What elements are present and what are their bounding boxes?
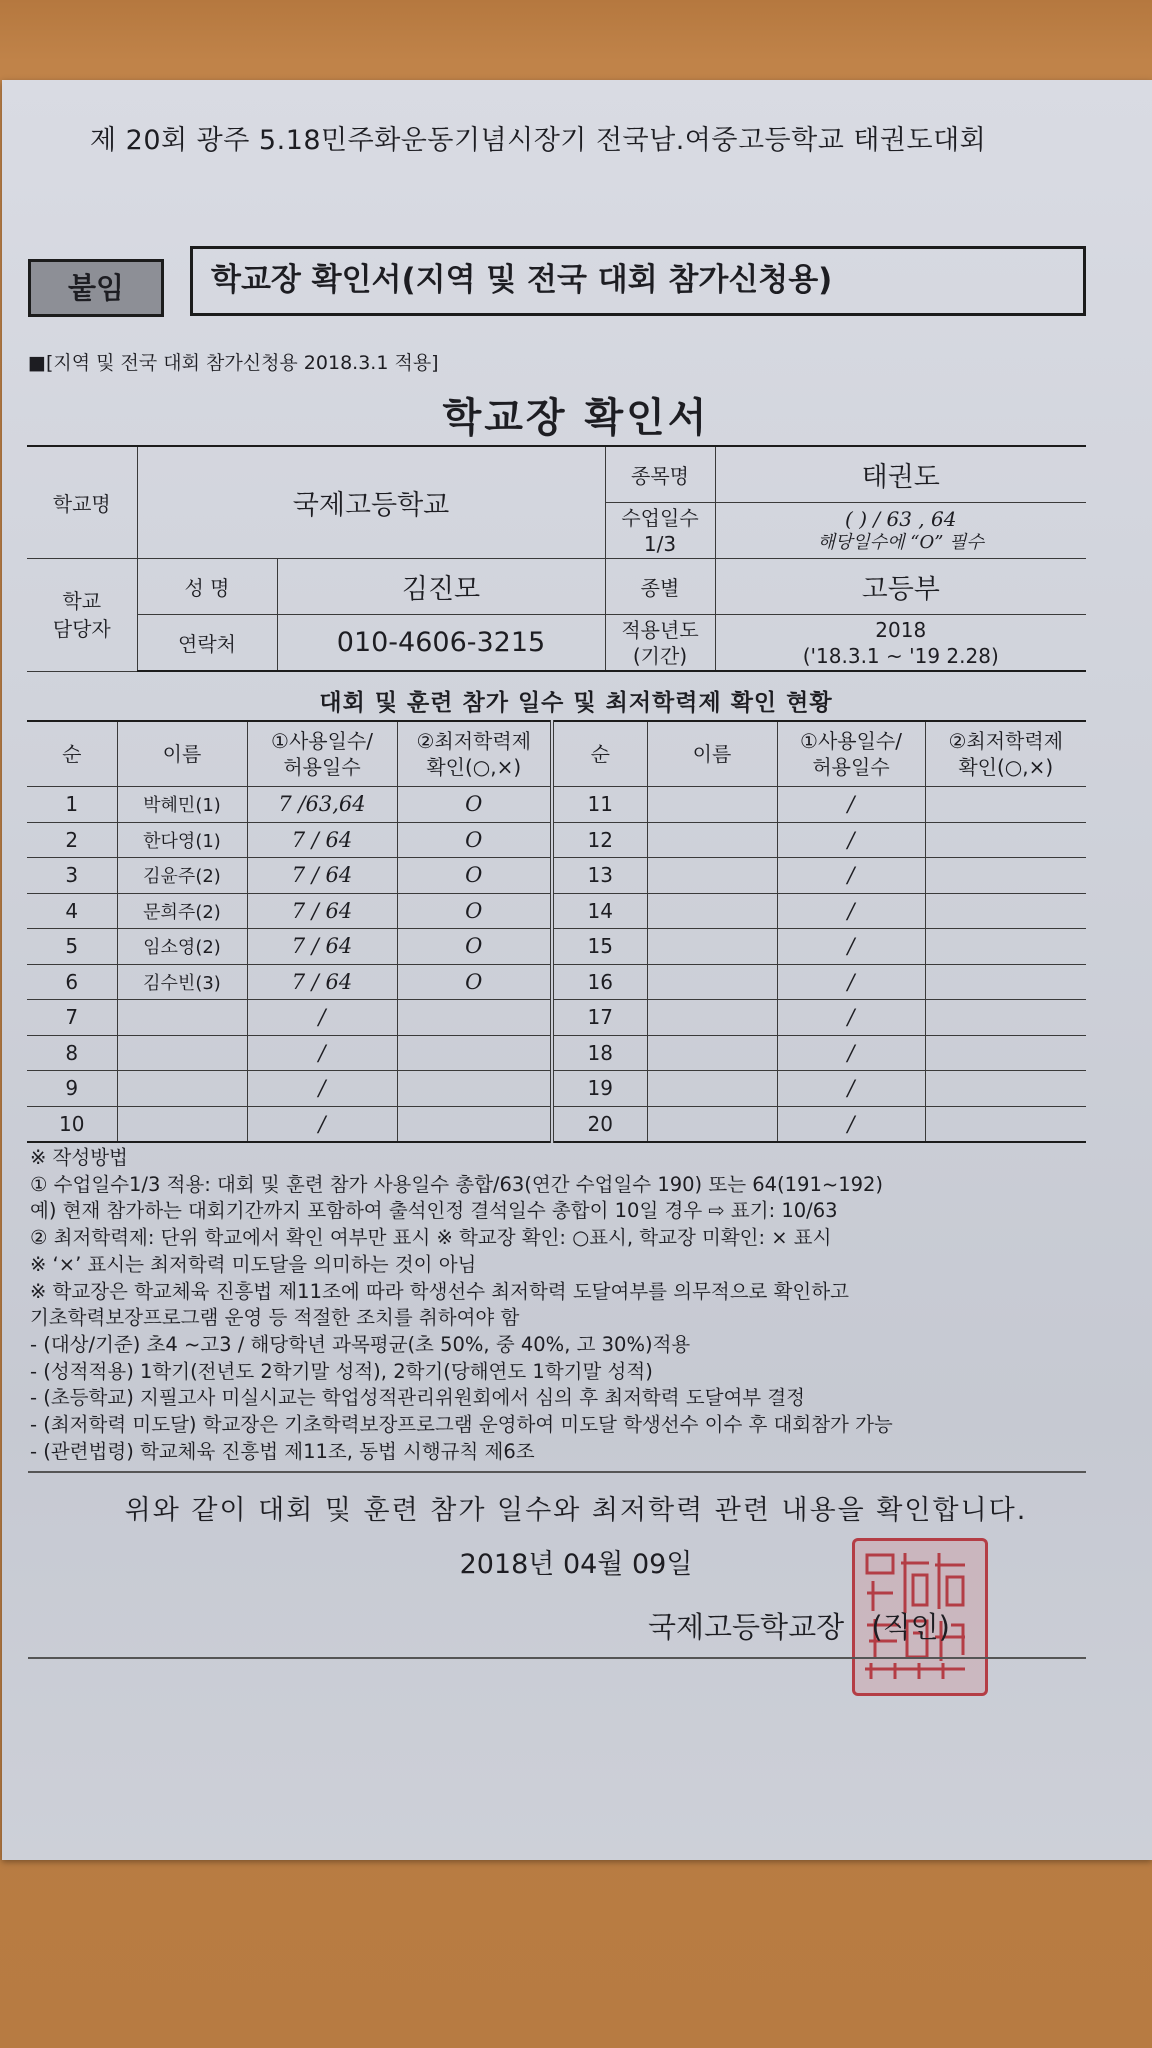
note-line: - (관련법령) 학교체육 진흥법 제11조, 동법 시행규칙 제6조 xyxy=(30,1439,535,1463)
min-achievement xyxy=(397,1035,552,1071)
row-number: 6 xyxy=(27,964,117,1000)
attachment-tag: 붙임 xyxy=(28,259,164,317)
note-line: - (최저학력 미도달) 학교장은 기초학력보장프로그램 운영하여 미도달 학생선수 이수 후 대회참가 가능 xyxy=(30,1413,893,1436)
student-name xyxy=(117,1071,247,1107)
min-achievement xyxy=(397,1106,552,1142)
header-name: 이름 xyxy=(117,721,247,787)
student-name xyxy=(647,1035,777,1071)
confirm-statement: 위와 같이 대회 및 훈련 참가 일수와 최저학력 관련 내용을 확인합니다. xyxy=(124,1495,1028,1526)
row-number: 16 xyxy=(552,964,647,1000)
section-title: 대회 및 훈련 참가 일수 및 최저학력제 확인 현황 xyxy=(319,690,833,716)
row-number: 1 xyxy=(27,787,117,823)
min-achievement xyxy=(925,1000,1086,1036)
principal-signature xyxy=(648,1605,950,1646)
row-number: 4 xyxy=(27,893,117,929)
student-name: 김윤주(2) xyxy=(117,858,247,894)
note-line: - (대상/기준) 초4 ~고3 / 해당학년 과목평균(초 50%, 중 40%, 고 30%)적용 xyxy=(30,1332,691,1356)
table-row xyxy=(27,964,1086,1000)
header-days-2-line1: ①사용일수/ xyxy=(800,729,902,753)
table-row xyxy=(27,893,1086,929)
student-name xyxy=(647,822,777,858)
min-achievement xyxy=(925,1071,1086,1107)
days-used: / xyxy=(777,858,925,894)
header-min-line1: ②최저학력제 xyxy=(416,729,532,753)
year-label xyxy=(605,615,715,672)
category-label: 종별 xyxy=(605,559,715,615)
student-name: 문희주(2) xyxy=(117,893,247,929)
table-row xyxy=(27,1000,1086,1036)
days-used: / xyxy=(777,1106,925,1142)
header-min-2 xyxy=(925,721,1086,787)
footer-divider xyxy=(28,1657,1086,1659)
table-row xyxy=(27,858,1086,894)
note-line: ※ 작성방법 xyxy=(30,1146,128,1169)
class-days-fraction: ( ) / 63 , 64 xyxy=(845,506,957,531)
note-line: ※ 학교장은 학교체육 진흥법 제11조에 따라 학생선수 최저학력 도달여부를 의무적으로 확인하고 xyxy=(30,1279,849,1303)
min-achievement: O xyxy=(397,929,552,965)
days-used: / xyxy=(247,1071,397,1107)
manager-name-label: 성 명 xyxy=(137,559,277,615)
period: ('18.3.1 ~ '19 2.28) xyxy=(802,643,999,668)
min-achievement xyxy=(925,787,1086,823)
student-name xyxy=(647,964,777,1000)
days-used: / xyxy=(777,964,925,1000)
days-used: / xyxy=(247,1106,397,1142)
row-number: 18 xyxy=(552,1035,647,1071)
days-used: 7 /63,64 xyxy=(247,787,397,823)
days-used: 7 / 64 xyxy=(247,964,397,1000)
row-number: 11 xyxy=(552,787,647,823)
row-number: 17 xyxy=(552,1000,647,1036)
student-name: 한다영(1) xyxy=(117,822,247,858)
days-used: / xyxy=(247,1000,397,1036)
days-used: / xyxy=(777,1035,925,1071)
row-number: 19 xyxy=(552,1071,647,1107)
year: 2018 xyxy=(875,617,927,642)
note-line: ① 수업일수1/3 적용: 대회 및 훈련 참가 사용일수 총합/63(연간 수업일수 190) 또는 64(191~192) xyxy=(30,1172,884,1196)
note-line: ※ ‘×’ 표시는 최저학력 미도달을 의미하는 것이 아님 xyxy=(30,1252,477,1276)
year-label-line1: 적용년도 xyxy=(621,617,699,642)
student-name xyxy=(647,1071,777,1107)
row-number: 12 xyxy=(552,822,647,858)
student-name xyxy=(647,858,777,894)
header-min-2-line1: ②최저학력제 xyxy=(948,729,1064,753)
contact-label xyxy=(27,559,137,672)
note-line: 예) 현재 참가하는 대회기간까지 포함하여 출석인정 결석일수 총합이 10일 경우 ⇨ 표기: 10/63 xyxy=(30,1199,838,1223)
header-days-line1: ①사용일수/ xyxy=(271,729,373,753)
min-achievement xyxy=(397,1071,552,1107)
header-min-2-line2: 확인(○,×) xyxy=(958,755,1054,779)
min-achievement: O xyxy=(397,893,552,929)
min-achievement xyxy=(925,929,1086,965)
row-number: 7 xyxy=(27,1000,117,1036)
days-used: / xyxy=(777,893,925,929)
row-number: 5 xyxy=(27,929,117,965)
student-name xyxy=(647,929,777,965)
header-days-line2: 허용일수 xyxy=(283,755,361,779)
row-number: 14 xyxy=(552,893,647,929)
manager-name: 김진모 xyxy=(277,559,605,615)
student-name: 임소영(2) xyxy=(117,929,247,965)
days-used: / xyxy=(777,1071,925,1107)
student-name xyxy=(647,1106,777,1142)
min-achievement: O xyxy=(397,787,552,823)
school-info-table xyxy=(27,445,1086,672)
header-min-line2: 확인(○,×) xyxy=(426,755,522,779)
form-title: 학교장 확인서(지역 및 전국 대회 참가신청용) xyxy=(190,246,1086,316)
row-number: 20 xyxy=(552,1106,647,1142)
class-days-value xyxy=(715,503,1086,559)
min-achievement: O xyxy=(397,858,552,894)
row-number: 10 xyxy=(27,1106,117,1142)
header-no: 순 xyxy=(27,721,117,787)
min-achievement xyxy=(925,1035,1086,1071)
year-label-line2: (기간) xyxy=(632,643,688,668)
year-value xyxy=(715,615,1086,672)
class-days-note: 해당일수에 “O” 필수 xyxy=(817,531,984,553)
phone-label: 연락처 xyxy=(137,615,277,672)
header-name-2: 이름 xyxy=(647,721,777,787)
sport-label: 종목명 xyxy=(605,446,715,503)
student-name xyxy=(647,893,777,929)
header-days-2 xyxy=(777,721,925,787)
min-achievement xyxy=(925,893,1086,929)
days-used: / xyxy=(777,929,925,965)
main-title: 학교장 확인서 xyxy=(442,395,710,441)
days-used: 7 / 64 xyxy=(247,858,397,894)
days-used: 7 / 64 xyxy=(247,893,397,929)
days-used: / xyxy=(777,787,925,823)
phone-value: 010-4606-3215 xyxy=(277,615,605,672)
student-name xyxy=(117,1106,247,1142)
row-number: 8 xyxy=(27,1035,117,1071)
header-min xyxy=(397,721,552,787)
confirm-date: 2018년 04월 09일 xyxy=(459,1549,693,1580)
min-achievement xyxy=(925,858,1086,894)
sport-value: 태권도 xyxy=(715,446,1086,503)
row-number: 3 xyxy=(27,858,117,894)
seal-label: (직인) xyxy=(871,1610,950,1644)
class-days-label-line1: 수업일수 xyxy=(621,505,699,530)
note-line: 기초학력보장프로그램 운영 등 적절한 조치를 취하여야 함 xyxy=(30,1306,520,1330)
table-row xyxy=(27,822,1086,858)
min-achievement xyxy=(925,964,1086,1000)
note-line: ② 최저학력제: 단위 학교에서 확인 여부만 표시 ※ 학교장 확인: ○표시, 학교장 미확인: × 표시 xyxy=(30,1226,832,1250)
note-line: - (성적적용) 1학기(전년도 2학기말 성적), 2학기(당해연도 1학기말 성적) xyxy=(30,1359,653,1383)
note-line: - (초등학교) 지필고사 미실시교는 학업성적관리위원회에서 심의 후 최저학력 도달여부 결정 xyxy=(30,1386,806,1410)
header-days xyxy=(247,721,397,787)
table-row xyxy=(27,787,1086,823)
notes-divider xyxy=(28,1471,1086,1473)
school-name-label: 학교명 xyxy=(27,446,137,559)
header-days-2-line2: 허용일수 xyxy=(812,755,890,779)
row-number: 9 xyxy=(27,1071,117,1107)
class-days-label-line2: 1/3 xyxy=(643,531,677,556)
min-achievement: O xyxy=(397,822,552,858)
row-number: 2 xyxy=(27,822,117,858)
category-value: 고등부 xyxy=(715,559,1086,615)
student-name: 박혜민(1) xyxy=(117,787,247,823)
days-used: / xyxy=(777,822,925,858)
participation-table xyxy=(27,720,1086,1143)
event-title: 제 20회 광주 5.18민주화운동기념시장기 전국남.여중고등학교 태권도대회 xyxy=(90,125,987,156)
min-achievement xyxy=(925,822,1086,858)
header-no-2: 순 xyxy=(552,721,647,787)
class-days-label xyxy=(605,503,715,559)
table-row xyxy=(27,1071,1086,1107)
student-name xyxy=(647,787,777,823)
min-achievement: O xyxy=(397,964,552,1000)
contact-label-line2: 담당자 xyxy=(52,616,111,641)
applied-note: ■[지역 및 전국 대회 참가신청용 2018.3.1 적용] xyxy=(28,352,439,374)
table-row xyxy=(27,929,1086,965)
table-row xyxy=(27,1106,1086,1142)
min-achievement xyxy=(925,1106,1086,1142)
row-number: 13 xyxy=(552,858,647,894)
contact-label-line1: 학교 xyxy=(62,588,102,613)
student-name xyxy=(117,1000,247,1036)
table-row xyxy=(27,1035,1086,1071)
days-used: / xyxy=(777,1000,925,1036)
days-used: 7 / 64 xyxy=(247,929,397,965)
school-name: 국제고등학교 xyxy=(137,446,605,559)
student-name xyxy=(647,1000,777,1036)
student-name: 김수빈(3) xyxy=(117,964,247,1000)
row-number: 15 xyxy=(552,929,647,965)
student-name xyxy=(117,1035,247,1071)
days-used: 7 / 64 xyxy=(247,822,397,858)
days-used: / xyxy=(247,1035,397,1071)
principal-name: 국제고등학교장 xyxy=(648,1610,845,1644)
min-achievement xyxy=(397,1000,552,1036)
